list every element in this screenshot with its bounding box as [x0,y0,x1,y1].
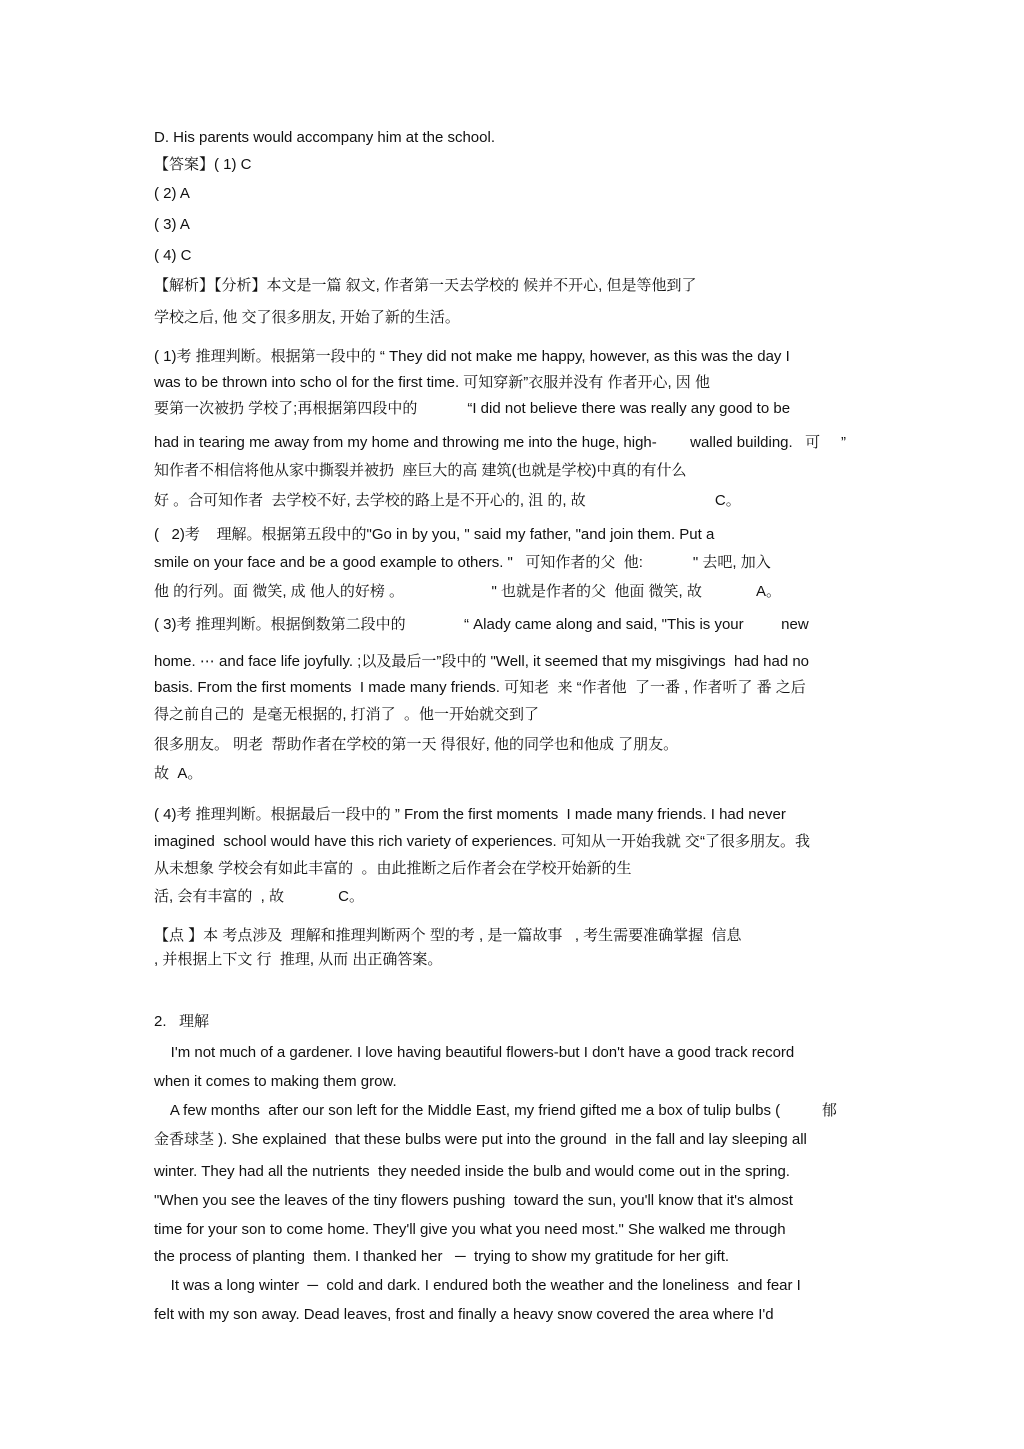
answer-line-3: ( 3) A [154,216,190,233]
explanation-3-line: 很多朋友。 明老 帮助作者在学校的第一天 得很好, 他的同学也和他成 了朋友。 [154,736,679,753]
option-d-line: D. His parents would accompany him at the school. [154,129,495,146]
answer-line-1: 【答案】( 1) C [154,156,252,173]
explanation-3-line: home. ⋯ and face life joyfully. ;以及最后一”段中的 "Well, it seemed that my misgivings had had no [154,653,810,670]
explanation-1-line: had in tearing me away from my home and throwing me into the huge, high- walled building. 可 ” [154,434,847,451]
passage-line: "When you see the leaves of the tiny flowers pushing toward the sun, you'll know that it's almost [154,1192,793,1209]
section-heading: 2. 理解 [154,1013,210,1030]
explanation-3-line: 故 A。 [154,765,203,782]
passage-line: It was a long winter ─ cold and dark. I endured both the weather and the loneliness and fear I [154,1277,801,1294]
passage-line: winter. They had all the nutrients they needed inside the bulb and would come out in the spring. [154,1163,790,1180]
explanation-1-line: ( 1)考 推理判断。根据第一段中的 “ They did not make me happy, however, as this was the day I [154,348,790,365]
passage-line: when it comes to making them grow. [154,1073,397,1090]
explanation-1-line: 要第一次被扔 学校了;再根据第四段中的 “I did not believe there was really any good to be [154,400,791,417]
passage-line: the process of planting them. I thanked her ─ trying to show my gratitude for her gift. [154,1248,730,1265]
explanation-2-line: smile on your face and be a good example to others. " 可知作者的父 他: " 去吧, 加入 [154,554,771,571]
explanation-2-line: 他 的行列。面 微笑, 成 他人的好榜 。 " 也就是作者的父 他面 微笑, 故 A。 [154,583,782,600]
explanation-3-line: basis. From the first moments I made many friends. 可知老 来 “作者他 了一番 , 作者听了 番 之后 [154,679,806,696]
answer-line-4: ( 4) C [154,247,192,264]
passage-line: felt with my son away. Dead leaves, frost and finally a heavy snow covered the area where I'd [154,1306,774,1323]
passage-line: time for your son to come home. They'll give you what you need most." She walked me through [154,1221,786,1238]
comment-line: 【点 】本 考点涉及 理解和推理判断两个 型的考 , 是一篇故事 , 考生需要准确掌握 信息 [154,927,742,944]
explanation-1-line: was to be thrown into scho ol for the first time. 可知穿新”衣服并没有 作者开心, 因 他 [154,374,710,391]
explanation-3-line: ( 3)考 推理判断。根据倒数第二段中的 “ Alady came along and said, "This is your new [154,616,809,633]
analysis-line: 【解析】【分析】本文是一篇 叙文, 作者第一天去学校的 候并不开心, 但是等他到了 [154,277,697,294]
explanation-4-line: 活, 会有丰富的 , 故 C。 [154,888,365,905]
explanation-3-line: 得之前自己的 是毫无根据的, 打消了 。他一开始就交到了 [154,706,540,723]
explanation-4-line: imagined school would have this rich variety of experiences. 可知从一开始我就 交“了很多朋友。我 [154,833,811,850]
explanation-2-line: ( 2)考 理解。根据第五段中的"Go in by you, " said my father, "and join them. Put a [154,526,715,543]
analysis-line: 学校之后, 他 交了很多朋友, 开始了新的生活。 [154,309,460,326]
passage-line: A few months after our son left for the Middle East, my friend gifted me a box of tulip bulbs ( 郁 [154,1102,837,1119]
explanation-1-line: 知作者不相信将他从家中撕裂并被扔 座巨大的高 建筑(也就是学校)中真的有什么 [154,462,687,479]
passage-line: 金香球茎 ). She explained that these bulbs were put into the ground in the fall and lay sleeping all [154,1131,807,1148]
explanation-4-line: 从未想象 学校会有如此丰富的 。由此推断之后作者会在学校开始新的生 [154,860,632,877]
answer-line-2: ( 2) A [154,185,190,202]
explanation-1-line: 好 。合可知作者 去学校不好, 去学校的路上是不开心的, 沮 的, 故 C。 [154,492,741,509]
passage-line: I'm not much of a gardener. I love having beautiful flowers-but I don't have a good track record [154,1044,795,1061]
comment-line: , 并根据上下文 行 推理, 从而 出正确答案。 [154,951,443,968]
explanation-4-line: ( 4)考 推理判断。根据最后一段中的 ” From the first moments I made many friends. I had never [154,806,786,823]
